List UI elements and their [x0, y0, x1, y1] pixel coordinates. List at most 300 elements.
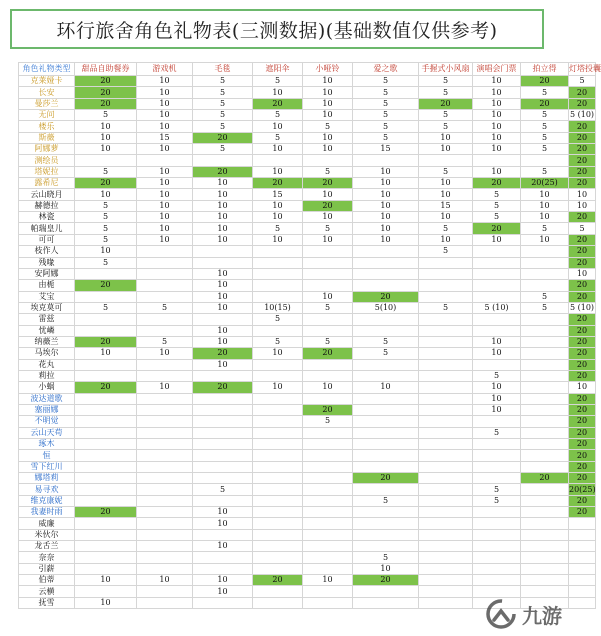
gift-value-cell: [253, 257, 303, 268]
gift-value-cell: 10: [419, 234, 473, 245]
gift-value-cell: [473, 314, 521, 325]
gift-value-cell: 5: [75, 166, 137, 177]
gift-value-cell: [473, 268, 521, 279]
gift-value-cell: [521, 314, 569, 325]
gift-value-cell: 20: [253, 575, 303, 586]
gift-value-cell: [521, 359, 569, 370]
gift-value-cell: 20: [569, 132, 596, 143]
gift-value-cell: [569, 552, 596, 563]
gift-value-cell: [419, 268, 473, 279]
table-row: [19, 98, 596, 109]
jiuyou-logo-icon: [484, 597, 518, 631]
gift-value-cell: [353, 484, 419, 495]
gift-value-cell: 20: [569, 450, 596, 461]
table-row: [19, 302, 596, 313]
gift-value-cell: [521, 370, 569, 381]
gift-value-cell: [353, 416, 419, 427]
gift-value-cell: [521, 382, 569, 393]
gift-value-cell: 5: [419, 223, 473, 234]
gift-value-cell: 10: [419, 212, 473, 223]
character-name-cell: 莉拉: [19, 370, 75, 381]
gift-value-cell: [193, 529, 253, 540]
character-name-cell: 米伙尔: [19, 529, 75, 540]
character-name-cell: 易寻欢: [19, 484, 75, 495]
gift-value-cell: 10: [193, 518, 253, 529]
gift-value-cell: 10: [137, 178, 193, 189]
gift-value-cell: [193, 473, 253, 484]
gift-value-cell: 5: [75, 302, 137, 313]
gift-value-cell: [419, 495, 473, 506]
gift-value-cell: [419, 541, 473, 552]
gift-value-cell: 5: [473, 484, 521, 495]
gift-value-cell: 10(15): [253, 302, 303, 313]
gift-value-cell: 10: [253, 382, 303, 393]
gift-value-cell: [137, 586, 193, 597]
table-row: [19, 246, 596, 257]
header-cell: 游戏机: [137, 63, 193, 76]
character-name-cell: 楼乐: [19, 121, 75, 132]
gift-value-cell: 10: [303, 144, 353, 155]
gift-value-cell: [253, 268, 303, 279]
gift-value-cell: 5: [193, 76, 253, 87]
character-name-cell: 龙舌兰: [19, 541, 75, 552]
gift-value-cell: [75, 291, 137, 302]
table-row: [19, 552, 596, 563]
table-row: [19, 268, 596, 279]
gift-value-cell: [473, 439, 521, 450]
gift-value-cell: 10: [75, 348, 137, 359]
gift-value-cell: [419, 450, 473, 461]
gift-value-cell: [253, 439, 303, 450]
header-cell: 灯塔投囊: [569, 63, 596, 76]
gift-value-cell: 15: [253, 189, 303, 200]
gift-value-cell: [521, 416, 569, 427]
gift-value-cell: [521, 404, 569, 415]
watermark: [484, 596, 594, 632]
gift-value-cell: [75, 439, 137, 450]
gift-value-cell: [75, 416, 137, 427]
gift-value-cell: [473, 507, 521, 518]
gift-value-cell: 20: [521, 98, 569, 109]
gift-value-cell: 20: [569, 257, 596, 268]
gift-value-cell: 5: [75, 223, 137, 234]
gift-value-cell: [473, 552, 521, 563]
gift-value-cell: [253, 461, 303, 472]
gift-value-cell: 5: [193, 484, 253, 495]
gift-value-cell: 10: [193, 507, 253, 518]
gift-value-cell: 10: [303, 189, 353, 200]
gift-value-cell: [75, 404, 137, 415]
character-name-cell: 雷兹: [19, 314, 75, 325]
gift-value-cell: [75, 155, 137, 166]
character-name-cell: 云山天苟: [19, 427, 75, 438]
gift-value-cell: 10: [137, 98, 193, 109]
header-cell: 甜品自助餐券: [75, 63, 137, 76]
gift-value-cell: [75, 495, 137, 506]
table-row: [19, 234, 596, 245]
gift-value-cell: 20: [521, 76, 569, 87]
header-cell: 小哑铃: [303, 63, 353, 76]
gift-value-cell: 5: [253, 336, 303, 347]
table-row: [19, 200, 596, 211]
gift-value-cell: 5: [419, 110, 473, 121]
gift-value-cell: [193, 495, 253, 506]
header-cell: 拍立得: [521, 63, 569, 76]
header-cell: 爱之歌: [353, 63, 419, 76]
gift-value-cell: 5: [353, 336, 419, 347]
gift-value-cell: [253, 393, 303, 404]
gift-value-cell: 5: [569, 76, 596, 87]
gift-value-cell: 10: [75, 189, 137, 200]
table-row: [19, 439, 596, 450]
character-name-cell: 长安: [19, 87, 75, 98]
gift-value-cell: [75, 268, 137, 279]
gift-value-cell: [253, 246, 303, 257]
gift-value-cell: 10: [137, 76, 193, 87]
gift-value-cell: [473, 541, 521, 552]
gift-value-cell: [473, 563, 521, 574]
gift-value-cell: 20: [569, 325, 596, 336]
gift-value-cell: 10: [521, 200, 569, 211]
gift-value-cell: [521, 439, 569, 450]
gift-value-cell: 20: [253, 98, 303, 109]
gift-value-cell: 20: [569, 98, 596, 109]
gift-value-cell: [303, 268, 353, 279]
gift-value-cell: [303, 257, 353, 268]
gift-value-cell: 10: [193, 291, 253, 302]
table-row: [19, 404, 596, 415]
gift-value-cell: [353, 370, 419, 381]
gift-value-cell: 20: [569, 416, 596, 427]
character-name-cell: 波达道歌: [19, 393, 75, 404]
gift-value-cell: [473, 359, 521, 370]
gift-value-cell: 10: [353, 189, 419, 200]
gift-value-cell: [419, 314, 473, 325]
gift-value-cell: 5: [353, 87, 419, 98]
gift-value-cell: 10: [569, 268, 596, 279]
gift-value-cell: [303, 473, 353, 484]
gift-value-cell: 20: [569, 280, 596, 291]
gift-value-cell: 10: [75, 144, 137, 155]
gift-value-cell: 5 (10): [569, 110, 595, 120]
character-name-cell: 马埃尔: [19, 348, 75, 359]
gift-value-cell: [353, 404, 419, 415]
gift-value-cell: [419, 155, 473, 166]
gift-value-cell: [193, 597, 253, 608]
gift-value-cell: [193, 450, 253, 461]
gift-value-cell: 5: [419, 121, 473, 132]
gift-value-cell: [569, 529, 596, 540]
gift-value-cell: [137, 155, 193, 166]
table-row: [19, 450, 596, 461]
gift-value-cell: [419, 484, 473, 495]
gift-value-cell: [521, 257, 569, 268]
gift-table: [18, 62, 601, 609]
gift-value-cell: [521, 348, 569, 359]
character-name-cell: 赫德拉: [19, 200, 75, 211]
gift-value-cell: 10: [137, 200, 193, 211]
gift-value-cell: [353, 359, 419, 370]
gift-value-cell: [137, 597, 193, 608]
gift-value-cell: [419, 336, 473, 347]
gift-value-cell: [303, 359, 353, 370]
gift-value-cell: [521, 529, 569, 540]
table-row: [19, 132, 596, 143]
gift-value-cell: [521, 575, 569, 586]
table-row: [19, 507, 596, 518]
gift-value-cell: 10: [353, 234, 419, 245]
gift-value-cell: [353, 529, 419, 540]
gift-value-cell: [521, 495, 569, 506]
table-row: [19, 370, 596, 381]
gift-value-cell: 10: [303, 234, 353, 245]
gift-value-cell: [419, 427, 473, 438]
gift-value-cell: 20: [569, 166, 596, 177]
gift-value-cell: 20: [75, 178, 137, 189]
table-row: [19, 348, 596, 359]
gift-value-cell: [353, 507, 419, 518]
gift-value-cell: 20: [569, 155, 596, 166]
gift-value-cell: [253, 370, 303, 381]
gift-value-cell: 15: [353, 144, 419, 155]
gift-value-cell: [253, 427, 303, 438]
gift-value-cell: [253, 563, 303, 574]
character-name-cell: 维克康妮: [19, 495, 75, 506]
gift-value-cell: [473, 450, 521, 461]
gift-value-cell: 20: [75, 76, 137, 87]
gift-value-cell: 10: [473, 336, 521, 347]
gift-value-cell: 5: [521, 223, 569, 234]
gift-value-cell: [521, 461, 569, 472]
gift-value-cell: [419, 280, 473, 291]
gift-value-cell: 5: [353, 552, 419, 563]
table-row: [19, 121, 596, 132]
gift-value-cell: 5: [473, 370, 521, 381]
gift-value-cell: [473, 518, 521, 529]
character-name-cell: 露希尼: [19, 178, 75, 189]
gift-value-cell: [353, 280, 419, 291]
gift-value-cell: 10: [473, 144, 521, 155]
character-name-cell: 琢木: [19, 439, 75, 450]
gift-value-cell: [303, 495, 353, 506]
table-row: [19, 473, 596, 484]
gift-value-cell: 20: [569, 404, 596, 415]
gift-value-cell: 5: [193, 110, 253, 121]
gift-value-cell: [137, 518, 193, 529]
gift-value-cell: 5: [353, 110, 419, 121]
gift-value-cell: [193, 314, 253, 325]
gift-value-cell: 10: [473, 393, 521, 404]
gift-value-cell: 5: [193, 121, 253, 132]
gift-value-cell: 5: [193, 98, 253, 109]
gift-value-cell: [137, 427, 193, 438]
gift-value-cell: 10: [303, 87, 353, 98]
gift-value-cell: [75, 370, 137, 381]
table-row: [19, 427, 596, 438]
gift-value-cell: [253, 597, 303, 608]
gift-value-cell: 10: [75, 121, 137, 132]
gift-value-cell: [303, 507, 353, 518]
table-row: [19, 76, 596, 87]
gift-value-cell: [521, 507, 569, 518]
gift-value-cell: [419, 597, 473, 608]
gift-value-cell: 10: [193, 178, 253, 189]
gift-value-cell: [193, 461, 253, 472]
gift-value-cell: 10: [137, 121, 193, 132]
gift-value-cell: 10: [137, 212, 193, 223]
gift-value-cell: 10: [473, 348, 521, 359]
gift-value-cell: [303, 563, 353, 574]
gift-value-cell: 5: [521, 110, 569, 121]
gift-value-cell: [75, 541, 137, 552]
gift-value-cell: [75, 529, 137, 540]
gift-value-cell: 20: [569, 144, 596, 155]
gift-value-cell: [303, 314, 353, 325]
gift-value-cell: [353, 586, 419, 597]
gift-value-cell: 20: [303, 178, 353, 189]
gift-value-cell: [193, 155, 253, 166]
gift-value-cell: 10: [193, 336, 253, 347]
gift-value-cell: [353, 439, 419, 450]
gift-value-cell: 10: [193, 212, 253, 223]
gift-value-cell: [303, 155, 353, 166]
gift-value-cell: 5: [473, 189, 521, 200]
gift-value-cell: 10: [193, 302, 253, 313]
gift-value-cell: 10: [569, 382, 596, 393]
gift-value-cell: [193, 257, 253, 268]
gift-value-cell: [353, 427, 419, 438]
gift-value-cell: [353, 461, 419, 472]
gift-value-cell: 5: [419, 166, 473, 177]
gift-value-cell: 15: [419, 200, 473, 211]
gift-value-cell: 5: [303, 336, 353, 347]
gift-value-cell: 10: [253, 212, 303, 223]
gift-value-cell: [137, 416, 193, 427]
header-cell: 手握式小风扇: [419, 63, 473, 76]
gift-value-cell: [473, 575, 521, 586]
gift-value-cell: 10: [193, 541, 253, 552]
gift-value-cell: [353, 597, 419, 608]
gift-value-cell: 5: [473, 427, 521, 438]
gift-value-cell: 10: [137, 110, 193, 121]
gift-value-cell: 20: [419, 98, 473, 109]
gift-value-cell: [137, 484, 193, 495]
gift-value-cell: [419, 291, 473, 302]
gift-value-cell: 10: [253, 121, 303, 132]
gift-value-cell: [473, 325, 521, 336]
gift-value-cell: [137, 529, 193, 540]
gift-value-cell: 10: [193, 359, 253, 370]
gift-value-cell: 10: [253, 166, 303, 177]
gift-value-cell: [419, 416, 473, 427]
gift-value-cell: 10: [193, 575, 253, 586]
gift-value-cell: 5: [473, 495, 521, 506]
character-name-cell: 抚雪: [19, 597, 75, 608]
gift-value-cell: 20: [569, 370, 596, 381]
gift-value-cell: [193, 246, 253, 257]
table-row: [19, 393, 596, 404]
gift-value-cell: [419, 404, 473, 415]
gift-value-cell: [473, 257, 521, 268]
gift-value-cell: [137, 563, 193, 574]
table-row: [19, 280, 596, 291]
gift-value-cell: [569, 541, 596, 552]
gift-value-cell: 10: [521, 212, 569, 223]
gift-value-cell: 5: [75, 257, 137, 268]
gift-value-cell: 10: [521, 189, 569, 200]
gift-value-cell: [419, 518, 473, 529]
gift-value-cell: [303, 541, 353, 552]
gift-value-cell: 10: [193, 234, 253, 245]
gift-value-cell: 5: [473, 200, 521, 211]
gift-value-cell: 10: [253, 87, 303, 98]
gift-value-cell: 10: [353, 200, 419, 211]
gift-value-cell: [303, 246, 353, 257]
gift-value-cell: 10: [75, 246, 137, 257]
table-row: [19, 336, 596, 347]
gift-value-cell: 10: [137, 223, 193, 234]
table-row: [19, 484, 596, 495]
gift-value-cell: [353, 268, 419, 279]
gift-value-cell: [569, 518, 596, 529]
gift-value-cell: 5: [303, 302, 353, 313]
gift-value-cell: [75, 552, 137, 563]
gift-value-cell: 10: [569, 200, 596, 211]
gift-value-cell: [193, 427, 253, 438]
table-row: [19, 155, 596, 166]
gift-value-cell: [569, 563, 596, 574]
gift-value-cell: 5: [303, 416, 353, 427]
gift-value-cell: [253, 291, 303, 302]
gift-value-cell: [137, 495, 193, 506]
gift-value-cell: [521, 325, 569, 336]
gift-value-cell: 5 (10): [473, 302, 521, 313]
gift-value-cell: [75, 563, 137, 574]
gift-value-cell: 20: [353, 473, 419, 484]
gift-value-cell: [75, 393, 137, 404]
gift-value-cell: 10: [353, 178, 419, 189]
gift-value-cell: 20: [193, 382, 253, 393]
table-row: [19, 416, 596, 427]
table-row: [19, 382, 596, 393]
character-name-cell: 云山晓月: [19, 189, 75, 200]
gift-value-cell: [253, 280, 303, 291]
gift-value-cell: [75, 450, 137, 461]
gift-value-cell: 10: [193, 223, 253, 234]
gift-value-cell: [137, 552, 193, 563]
gift-value-cell: 20: [569, 507, 596, 518]
table-row: [19, 359, 596, 370]
character-name-cell: 恒: [19, 450, 75, 461]
gift-value-cell: 5: [353, 76, 419, 87]
gift-value-cell: 10: [353, 563, 419, 574]
gift-value-cell: [137, 280, 193, 291]
gift-value-cell: 10: [473, 121, 521, 132]
gift-value-cell: [75, 586, 137, 597]
character-name-cell: 威廉: [19, 518, 75, 529]
gift-value-cell: [303, 484, 353, 495]
gift-value-cell: [75, 325, 137, 336]
gift-value-cell: 10: [193, 325, 253, 336]
character-name-cell: 花丸: [19, 359, 75, 370]
gift-value-cell: 10: [75, 597, 137, 608]
gift-value-cell: [419, 575, 473, 586]
gift-value-cell: 5: [569, 223, 596, 234]
gift-value-cell: 20: [569, 359, 596, 370]
gift-value-cell: [419, 382, 473, 393]
gift-value-cell: [303, 427, 353, 438]
gift-value-cell: [253, 325, 303, 336]
